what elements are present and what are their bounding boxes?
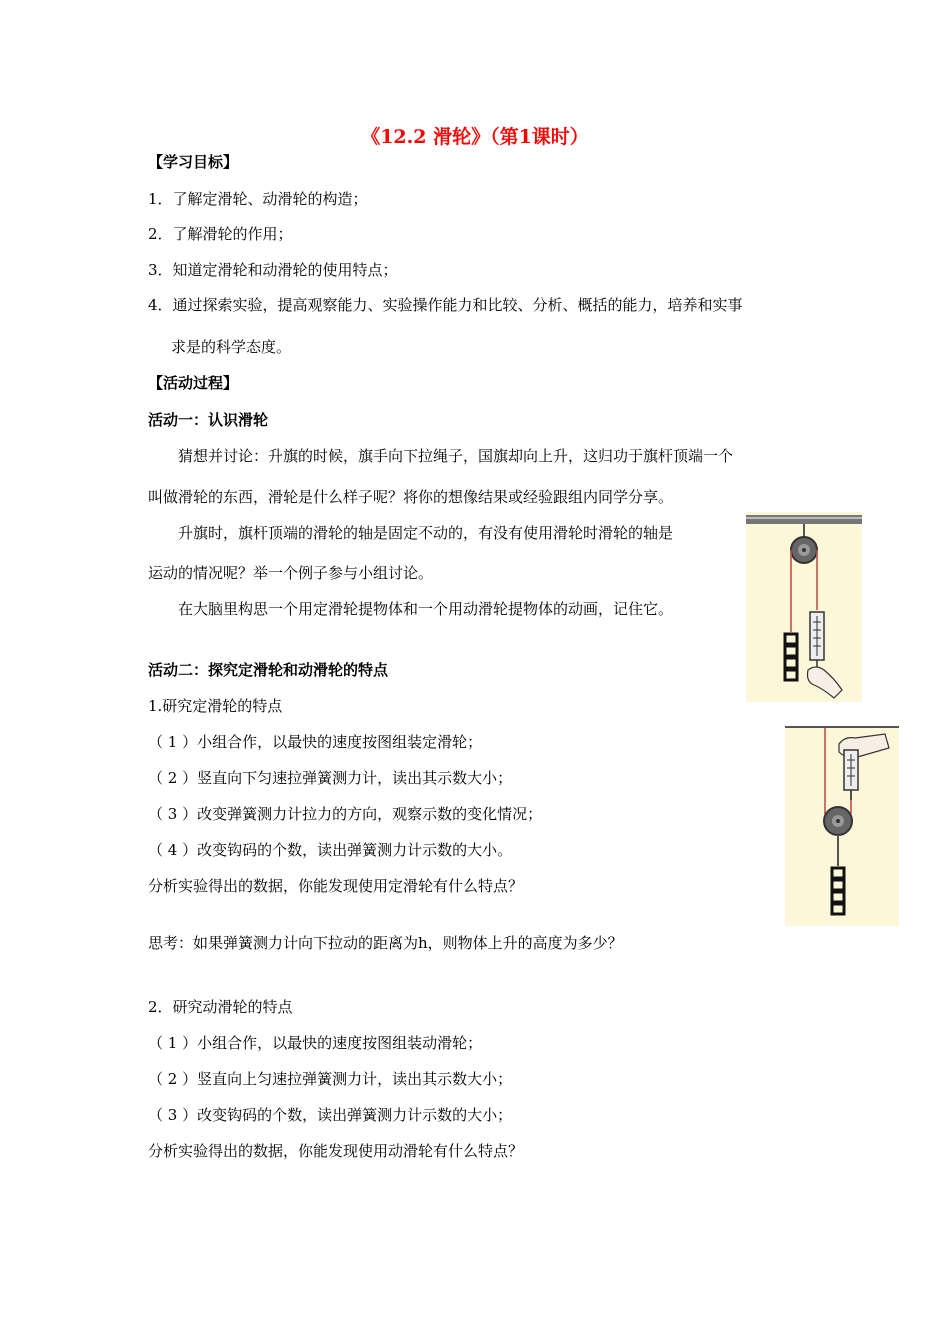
activity1-p1-line1: 猜想并讨论：升旗的时候，旗手向下拉绳子，国旗却向上升，这归功于旗杆顶端一个 [178, 447, 734, 465]
fixed-question: 分析实验得出的数据，你能发现使用定滑轮有什么特点？ [148, 877, 524, 895]
activity1-p2-line2: 运动的情况呢？举一个例子参与小组讨论。 [148, 564, 434, 582]
page-title: 《12.2 滑轮》（第1课时） [361, 126, 589, 148]
spring-scale-icon [844, 750, 858, 800]
objective-item-2: 2．了解滑轮的作用； [148, 225, 293, 243]
movable-question: 分析实验得出的数据，你能发现使用动滑轮有什么特点？ [148, 1142, 524, 1160]
objective-item-4: 4．通过探索实验，提高观察能力、实验操作能力和比较、分析、概括的能力，培养和实事 [148, 296, 743, 314]
objective-item-3: 3．知道定滑轮和动滑轮的使用特点； [148, 261, 398, 279]
objectives-heading: 【学习目标】 [148, 153, 239, 171]
support-bar [746, 515, 862, 524]
fixed-step-4: （ 4 ）改变钩码的个数，读出弹簧测力计示数的大小。 [148, 841, 513, 859]
spring-scale-icon [810, 612, 824, 670]
activity1-p1-line2: 叫做滑轮的东西，滑轮是什么样子呢？将你的想像结果或经验跟组内同学分享。 [148, 488, 674, 506]
hook-weights-icon [785, 634, 797, 680]
activity1-p2-line1: 升旗时，旗杆顶端的滑轮的轴是固定不动的，有没有使用滑轮时滑轮的轴是 [178, 524, 674, 542]
fixed-step-1: （ 1 ）小组合作，以最快的速度按图组装定滑轮； [148, 733, 483, 751]
fixed-pulley-figure [746, 512, 862, 702]
hook-weights-icon [832, 868, 844, 914]
fixed-pulley-heading: 1.研究定滑轮的特点 [148, 697, 283, 715]
activity1-heading: 活动一：认识滑轮 [148, 411, 269, 429]
movable-step-1: （ 1 ）小组合作，以最快的速度按图组装动滑轮； [148, 1034, 483, 1052]
fixed-step-3: （ 3 ）改变弹簧测力计拉力的方向，观察示数的变化情况； [148, 805, 543, 823]
movable-pulley-figure [785, 726, 899, 926]
activity1-p3: 在大脑里构思一个用定滑轮提物体和一个用动滑轮提物体的动画，记住它。 [178, 600, 674, 618]
objective-item-1: 1．了解定滑轮、动滑轮的构造； [148, 190, 368, 208]
movable-step-2: （ 2 ）竖直向上匀速拉弹簧测力计，读出其示数大小； [148, 1070, 513, 1088]
activity2-heading: 活动二：探究定滑轮和动滑轮的特点 [148, 661, 389, 679]
fixed-step-2: （ 2 ）竖直向下匀速拉弹簧测力计，读出其示数大小； [148, 769, 513, 787]
movable-pulley-heading: 2．研究动滑轮的特点 [148, 998, 293, 1016]
movable-step-3: （ 3 ）改变钩码的个数，读出弹簧测力计示数的大小； [148, 1106, 513, 1124]
objective-item-4-cont: 求是的科学态度。 [171, 338, 292, 356]
process-heading: 【活动过程】 [148, 374, 239, 392]
hand-icon [808, 667, 843, 698]
fixed-think: 思考：如果弹簧测力计向下拉动的距离为h，则物体上升的高度为多少？ [148, 934, 623, 952]
